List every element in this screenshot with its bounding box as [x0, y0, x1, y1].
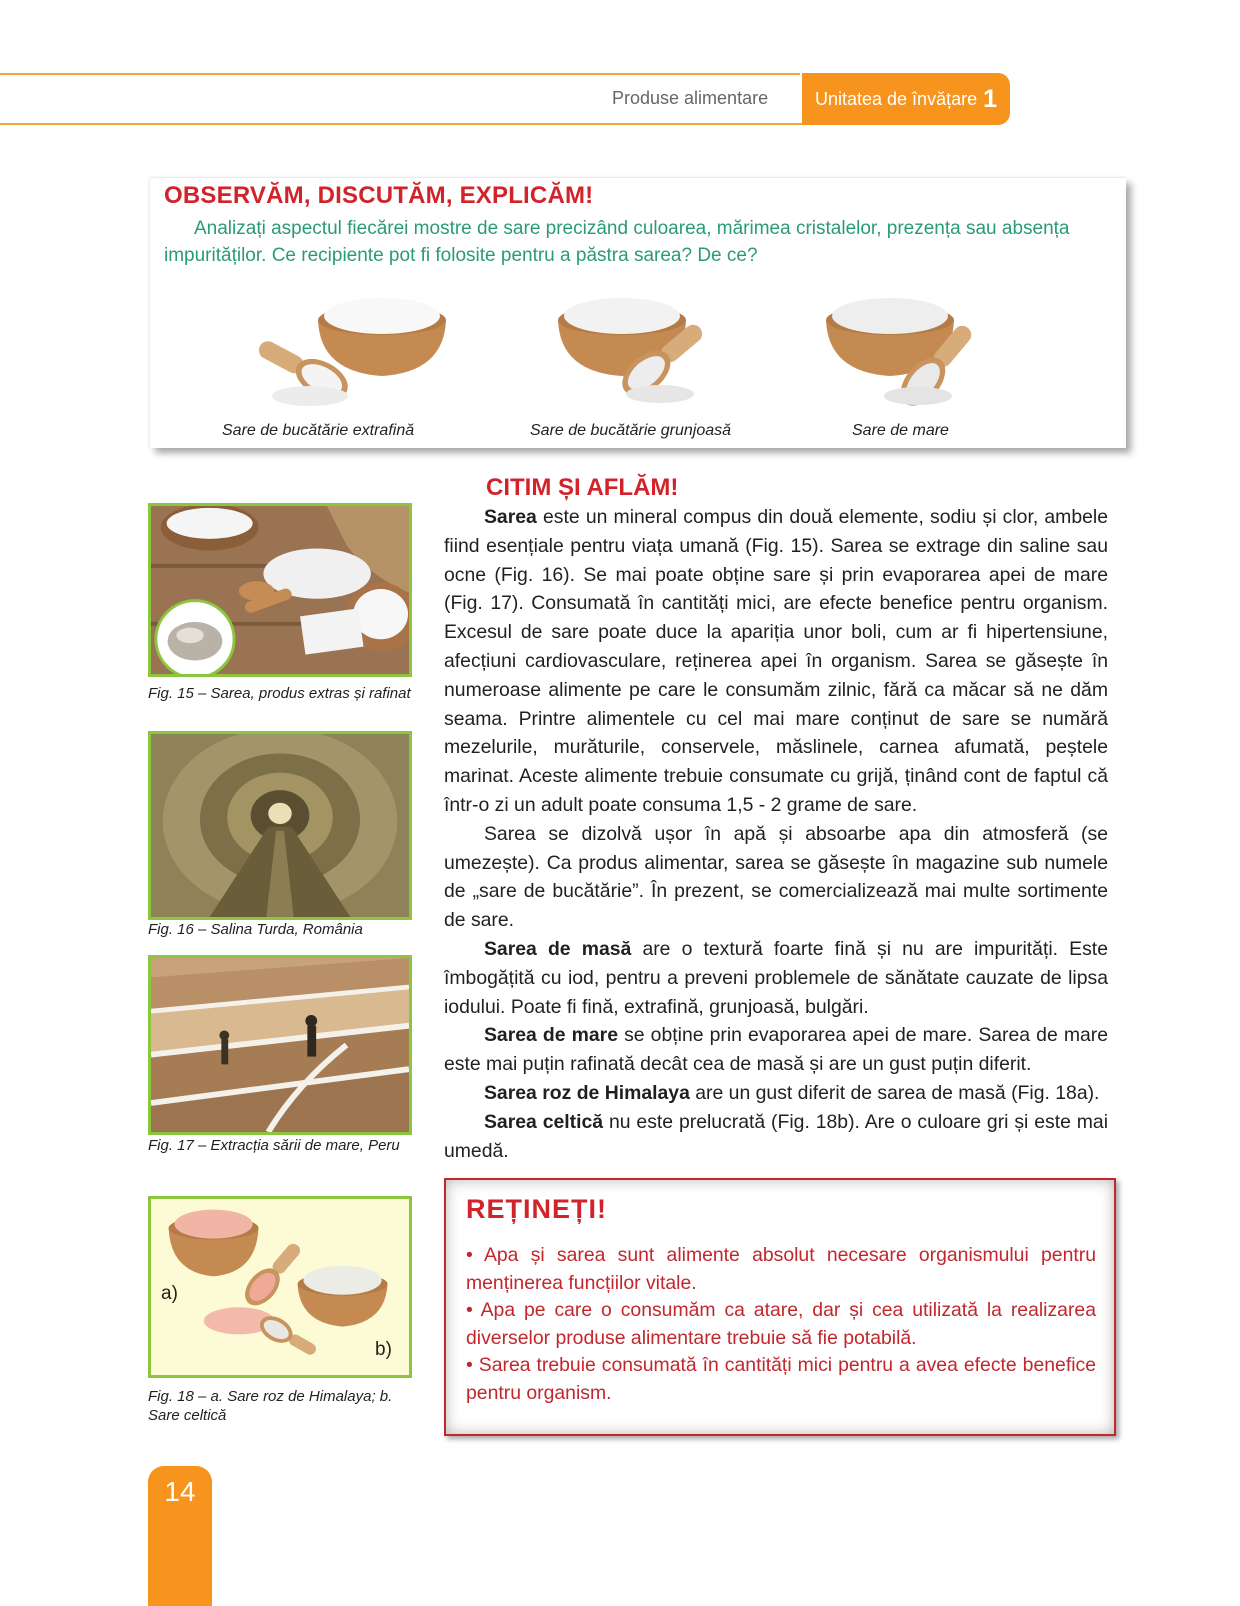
salt-sample-sea-caption: Sare de mare [852, 422, 949, 439]
figure-17-sea-salt-image [148, 955, 412, 1135]
paragraph-2: Sarea se dizolvă ușor în apă și absoarbe apa din atmosferă (se umezește). Ca produs alimentar, sarea se găsește în magazine sub numele de „sare de bucătărie”. În prezent, se comercializează mai multe sortimente de sare. [444, 822, 1108, 932]
term-sarea-celtica: Sarea celtică [484, 1110, 604, 1133]
figure-18-label-a: a) [161, 1283, 178, 1304]
unit-label: Unitatea de învățare [814, 88, 978, 109]
figure-17-caption: Fig. 17 – Extracția sării de mare, Peru [148, 1137, 400, 1154]
remember-item: • Apa pe care o consumăm ca atare, dar și cea utilizată la realizarea diverselor produse alimentare trebuie să fie potabilă. [466, 1299, 1096, 1349]
paragraph-5 [444, 1079, 1108, 1108]
salt-sample-extrafine-image [240, 298, 450, 408]
remember-item: • Sarea trebuie consumată în cantități mici pentru a avea efecte benefice pentru organism. [466, 1354, 1096, 1404]
paragraph-3-text: are o textură foarte fină și nu are impurități. Este îmbogățită cu iod, pentru a preveni problemele de sănătate cauzate de lipsa iodului. Poate fi fină, extrafină, grunjoasă, bulgări. [444, 937, 1108, 1018]
paragraph-1 [444, 503, 1108, 820]
figure-18-caption: Fig. 18 – a. Sare roz de Himalaya; b. Sare celtică [148, 1388, 393, 1424]
remember-item: • Apa și sarea sunt alimente absolut necesare organismului pentru menținerea funcțiilor vitale. [466, 1244, 1096, 1294]
unit-number: 1 [983, 84, 997, 113]
reading-article [444, 503, 1108, 1165]
figure-15-caption: Fig. 15 – Sarea, produs extras și rafinat [148, 685, 411, 702]
header-rule-top [0, 73, 800, 75]
observe-question: Analizați aspectul fiecărei mostre de sare precizând culoarea, mărimea cristalelor, prezența sau absența impurităților. Ce recipiente pot fi folosite pentru a păstra sarea? De ce? [164, 218, 1070, 266]
paragraph-4-text: se obține prin evaporarea apei de mare. Sarea de mare este mai puțin rafinată decât cea de masă și are un gust puțin diferit. [444, 1024, 1108, 1076]
term-sarea-roz: Sarea roz de Himalaya [484, 1081, 690, 1104]
paragraph-5-text: are un gust diferit de sarea de masă (Fig. 18a). [689, 1081, 1100, 1104]
figure-18-label-b: b) [375, 1339, 392, 1360]
salt-sample-coarse-image [550, 298, 760, 408]
figure-18-salt-types-image [148, 1196, 412, 1378]
salt-sample-coarse-caption: Sare de bucătărie grunjoasă [530, 422, 732, 439]
reading-title: CITIM ȘI AFLĂM! [486, 474, 679, 501]
header-subject: Produse alimentare [612, 88, 769, 108]
remember-list [466, 1242, 1096, 1407]
figure-16-caption: Fig. 16 – Salina Turda, România [148, 921, 363, 938]
observe-box [150, 178, 1126, 448]
figure-16-salt-mine-image [148, 731, 412, 920]
salt-sample-sea-image [818, 298, 1028, 408]
paragraph-6-text: nu este prelucrată (Fig. 18b). Are o culoare gri și este mai umedă. [444, 1110, 1108, 1162]
paragraph-1-text: este un mineral compus din două elemente, sodiu și clor, ambele fiind esențiale pentru viața umană (Fig. 15). Sarea se extrage din saline sau ocne (Fig. 16). Se mai poate obține sare și prin evaporarea apei de mare (Fig. 17). Consumată în cantități mici, are efecte benefice pentru organism. Excesul de sare poate duce la apariția unor boli, cum ar fi hipertensiune, afecțiuni cardiovasculare, reținerea apei în organism. Sarea se găsește în numeroase alimente pe care le consumăm zilnic, fără ca măcar să ne dăm seama. Printre alimentele cu cel mai mare conținut de sare se numără mezelurile, murăturile, conservele, măslinele, carnea afumată, peștele marinat. Aceste alimente trebuie consumate cu grijă, ținând cont de faptul că într-o zi un adult poate consuma 1,5 - 2 grame de sare. [444, 506, 1108, 816]
observe-title: OBSERVĂM, DISCUTĂM, EXPLICĂM! [164, 182, 594, 209]
term-sarea: Sarea [484, 506, 537, 528]
unit-tab [802, 73, 1010, 125]
term-sarea-de-masa: Sarea de masă [484, 937, 632, 960]
figure-15-salt-image [148, 503, 412, 677]
paragraph-3 [444, 935, 1108, 1021]
remember-title: REȚINEȚI! [466, 1194, 607, 1224]
page-number: 14 [148, 1466, 212, 1606]
remember-box [444, 1178, 1116, 1436]
term-sarea-de-mare: Sarea de mare [484, 1024, 619, 1047]
paragraph-4 [444, 1021, 1108, 1079]
paragraph-6 [444, 1108, 1108, 1166]
salt-sample-extrafine-caption: Sare de bucătărie extrafină [222, 422, 415, 439]
